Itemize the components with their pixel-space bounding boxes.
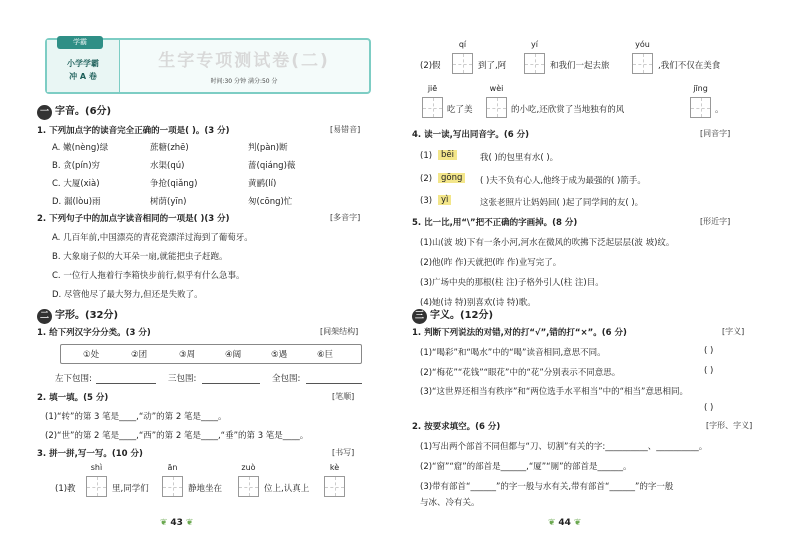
compare-row: (2)他(昨 作)天就把(昨 作)业写完了。 [420,258,562,268]
option-cell: 黄鹂(lí) [248,179,277,189]
writing-grid[interactable] [324,476,345,497]
writing-grid[interactable] [422,97,443,118]
sentence-part: (2)假 [420,61,441,71]
exam-meta: 时间:30 分钟 满分:50 分 [210,78,278,85]
right-page [400,0,800,549]
sentence-part: 位上,认真上 [264,484,310,494]
header-box [45,38,371,94]
question-text: 5. 比一比,用“\”把不正确的字画掉。(8 分) [412,218,578,228]
compare-row: (4)她(诗 特)别喜欢(诗 特)歌。 [420,298,536,308]
pinyin-highlight: bēi [438,150,457,160]
row-num: (3) [420,196,433,206]
option-line: D. 尽管他尽了最大努力,但还是失败了。 [52,290,203,300]
option-cell: D. 漏(lòu)雨 [52,197,101,207]
series-badge [47,40,120,92]
pinyin-label: yóu [635,40,650,49]
pinyin-label: wèi [489,84,504,93]
question-tag: [笔顺] [332,392,355,401]
char-box [60,344,362,364]
option-cell: B. 贪(pín)穷 [52,161,101,171]
question-text: 1. 下列加点字的读音完全正确的一项是( )。(3 分) [37,126,230,136]
pinyin-highlight: gōng [438,173,465,183]
answer-line[interactable] [96,382,156,384]
question-tag: [形近字] [700,217,731,226]
sentence-part: (1)教 [55,484,76,494]
option-line: A. 几百年前,中国漂亮的青花瓷漂洋过海到了葡萄牙。 [52,233,253,243]
option-cell: C. 大厦(xià) [52,179,100,189]
leaf-icon: ❦ [185,518,194,528]
question-tag: [书写] [332,448,355,457]
option-cell: 树荫(yīn) [150,197,187,207]
sentence-part: 到了,阿 [478,61,507,71]
writing-grid[interactable] [452,53,473,74]
answer-line[interactable] [306,382,362,384]
writing-grid[interactable] [486,97,507,118]
char-item: ⑥巨 [317,350,334,360]
sentence-part: 吃了美 [447,105,473,115]
judge-row: (3)“这世界还相当有秩序”和“两位选手水平相当”中的“相当”意思相同。 [420,387,688,397]
pinyin-label: jīng [693,84,708,93]
char-item: ⑤遇 [271,350,288,360]
option-cell: 匆(cōng)忙 [248,197,293,207]
option-cell: 蔗糖(zhē) [150,143,189,153]
question-tag: [间架结构] [320,327,359,336]
sentence-part: 里,同学们 [112,484,149,494]
sentence-part: 和我们一起去旅 [550,61,610,71]
leaf-icon: ❦ [573,518,582,528]
fill-row: (2)“窗”“窟”的部首是______,“厦”“厕”的部首是______。 [420,462,632,472]
row-num: (1) [420,151,433,161]
writing-grid[interactable] [690,97,711,118]
sentence-part: ,我们不仅在美食 [658,61,721,71]
pinyin-label: ān [167,463,178,472]
page-number: 43 [170,518,183,528]
question-tag: [同音字] [700,129,731,138]
writing-grid[interactable] [86,476,107,497]
pinyin-label: kè [329,463,340,472]
char-item: ④阔 [225,350,242,360]
fill-row: (1)写出两个部首不同但都与“刀、切割”有关的字:__________、__________。 [420,442,708,452]
section-header: 一 字音。(6分) [37,102,111,120]
option-line: C. 一位行人拖着行李箱快步前行,似乎有什么急事。 [52,271,245,281]
option-cell: 判(pàn)断 [248,143,288,153]
row-num: (2) [420,174,433,184]
fill-row: 与冰、冷有关。 [420,498,480,508]
fill-row: (3)带有部首“______”的字一般与水有关,带有部首“______”的字一般 [420,482,674,492]
judge-row: (2)“梅花”“花钱”“眼花”中的“花”分别表示不同意思。 [420,368,621,378]
writing-grid[interactable] [238,476,259,497]
char-item: ①处 [83,350,100,360]
pinyin-label: shì [90,463,103,472]
option-cell: A. 嫩(nèng)绿 [52,143,109,153]
question-tag: [字义] [722,327,745,336]
section-header: 三 字义。(12分) [412,306,493,324]
answer-paren[interactable]: ( ) [704,346,714,356]
pinyin-label: qí [458,40,467,49]
answer-paren[interactable]: ( ) [704,366,714,376]
section-header: 二 字形。(32分) [37,306,118,324]
sentence-part: 静地坐在 [188,484,223,494]
option-cell: 蔷(qiáng)薇 [248,161,296,171]
row-text: ( )夫不负有心人,他终于成为最强的( )箭手。 [480,176,646,186]
question-text: 4. 读一读,写出同音字。(6 分) [412,130,529,140]
question-tag: [字形、字义] [706,421,753,430]
pinyin-label: yí [531,40,538,49]
question-text: 1. 判断下列说法的对错,对的打“√”,错的打“×”。(6 分) [412,328,627,338]
pinyin-label: jiē [427,84,438,93]
question-text: 2. 按要求填空。(6 分) [412,422,501,432]
char-item: ②团 [131,350,148,360]
pinyin-label: zuò [241,463,256,472]
question-text: 2. 填一填。(5 分) [37,393,109,403]
sentence-part: 的小吃,还欣赏了当地独有的风 [511,105,625,115]
option-cell: 水渠(qú) [150,161,185,171]
char-item: ③周 [179,350,196,360]
page-footer [548,518,581,528]
question-tag: [多音字] [330,213,361,222]
fill-line: (1)“转”的第 3 笔是____,“动”的第 2 笔是____。 [45,412,227,422]
category-label: 全包围: [272,374,301,384]
writing-grid[interactable] [162,476,183,497]
category-label: 三包围: [168,374,197,384]
answer-line[interactable] [202,382,260,384]
question-text: 1. 给下列汉字分分类。(3 分) [37,328,151,338]
row-text: 这张老照片让妈妈回( )起了同学间的友( )。 [480,198,644,208]
row-text: 我( )的包里有水( )。 [480,153,559,163]
category-label: 左下包围: [55,374,92,384]
compare-row: (1)山(波 坡)下有一条小河,河水在微风的吹拂下泛起层层(波 坡)纹。 [420,238,675,248]
fill-line: (2)“世”的第 2 笔是____,“西”的第 2 笔是____,“垂”的第 3 笔是____。 [45,431,309,441]
sentence-part: 。 [715,105,724,115]
leaf-icon: ❦ [548,518,556,528]
writing-grid[interactable] [524,53,545,74]
question-text: 2. 下列句子中的加点字读音相同的一项是( )(3 分) [37,214,230,224]
page-footer [160,518,193,528]
question-text: 3. 拼一拼,写一写。(10 分) [37,449,143,459]
option-line: B. 大象扇子似的大耳朵一扇,就能把虫子赶跑。 [52,252,228,262]
option-cell: 争抢(qiǎng) [150,179,198,189]
writing-grid[interactable] [632,53,653,74]
page-title: 生字专项测试卷(二) [158,51,330,71]
question-tag: [易错音] [330,125,361,134]
pinyin-highlight: yì [438,195,451,205]
answer-paren[interactable]: ( ) [704,403,714,413]
series-top: 小学学霸 [67,59,99,68]
compare-row: (3)广场中央的那根(柱 注)子格外引人(柱 注)目。 [420,278,604,288]
page-number: 44 [558,518,571,528]
judge-row: (1)“喝彩”和“喝水”中的“喝”读音相同,意思不同。 [420,348,606,358]
series-bottom: 冲 A 卷 [69,72,97,81]
brand-logo: 学霸 [57,36,103,49]
leaf-icon: ❦ [160,518,168,528]
